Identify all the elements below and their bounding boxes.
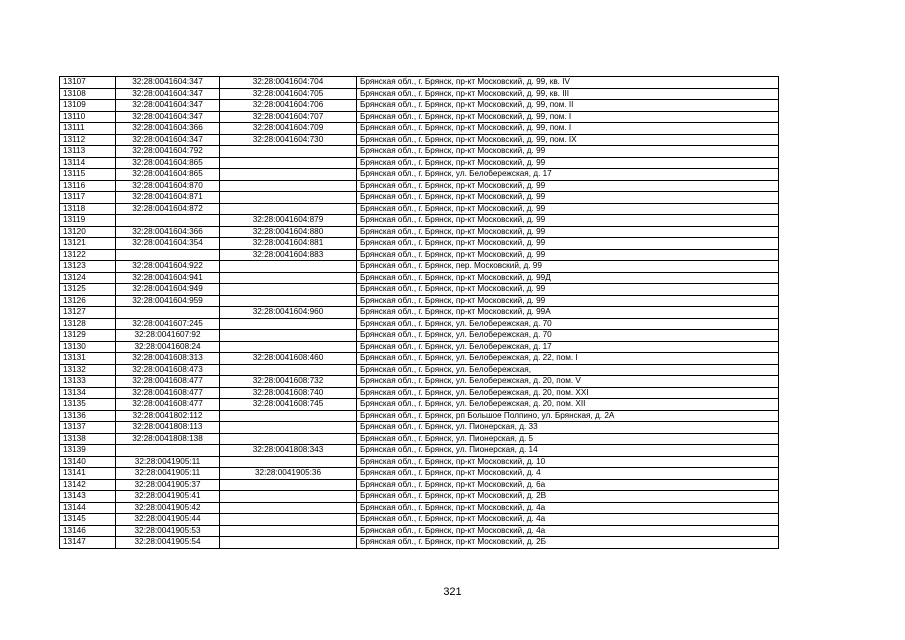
address-cell: Брянская обл., г. Брянск, пр-кт Московский, д. 99 bbox=[357, 295, 779, 307]
address-cell: Брянская обл., г. Брянск, пр-кт Московский, д. 2В bbox=[357, 491, 779, 503]
object-cadastral-number-cell: 32:28:0041604:706 bbox=[220, 100, 357, 112]
object-cadastral-number-cell bbox=[220, 502, 357, 514]
row-number-cell: 13145 bbox=[60, 514, 116, 526]
table-row bbox=[60, 169, 779, 181]
row-number-cell: 13147 bbox=[60, 537, 116, 549]
parcel-cadastral-number-cell: 32:28:0041604:792 bbox=[116, 146, 220, 158]
row-number-cell: 13134 bbox=[60, 387, 116, 399]
row-number-cell: 13108 bbox=[60, 88, 116, 100]
parcel-cadastral-number-cell: 32:28:0041905:44 bbox=[116, 514, 220, 526]
address-cell: Брянская обл., г. Брянск, пр-кт Московский, д. 99 bbox=[357, 249, 779, 261]
parcel-cadastral-number-cell: 32:28:0041905:54 bbox=[116, 537, 220, 549]
object-cadastral-number-cell: 32:28:0041604:704 bbox=[220, 77, 357, 89]
address-cell: Брянская обл., г. Брянск, пр-кт Московский, д. 2Б bbox=[357, 537, 779, 549]
parcel-cadastral-number-cell: 32:28:0041607:92 bbox=[116, 330, 220, 342]
parcel-cadastral-number-cell: 32:28:0041604:871 bbox=[116, 192, 220, 204]
address-cell: Брянская обл., г. Брянск, ул. Белобережская, bbox=[357, 364, 779, 376]
parcel-cadastral-number-cell: 32:28:0041808:113 bbox=[116, 422, 220, 434]
address-cell: Брянская обл., г. Брянск, ул. Белобережская, д. 17 bbox=[357, 341, 779, 353]
table-row bbox=[60, 445, 779, 457]
table-row bbox=[60, 468, 779, 480]
address-cell: Брянская обл., г. Брянск, ул. Белобережская, д. 70 bbox=[357, 318, 779, 330]
address-cell: Брянская обл., г. Брянск, ул. Белобережская, д. 20, пом. XII bbox=[357, 399, 779, 411]
table-row bbox=[60, 376, 779, 388]
row-number-cell: 13110 bbox=[60, 111, 116, 123]
table-row bbox=[60, 479, 779, 491]
row-number-cell: 13115 bbox=[60, 169, 116, 181]
row-number-cell: 13125 bbox=[60, 284, 116, 296]
object-cadastral-number-cell bbox=[220, 456, 357, 468]
address-cell: Брянская обл., г. Брянск, пр-кт Московский, д. 99, пом. IX bbox=[357, 134, 779, 146]
row-number-cell: 13146 bbox=[60, 525, 116, 537]
parcel-cadastral-number-cell: 32:28:0041604:922 bbox=[116, 261, 220, 273]
parcel-cadastral-number-cell: 32:28:0041905:37 bbox=[116, 479, 220, 491]
object-cadastral-number-cell bbox=[220, 157, 357, 169]
parcel-cadastral-number-cell: 32:28:0041604:865 bbox=[116, 169, 220, 181]
row-number-cell: 13112 bbox=[60, 134, 116, 146]
address-cell: Брянская обл., г. Брянск, пр-кт Московский, д. 99 bbox=[357, 226, 779, 238]
row-number-cell: 13137 bbox=[60, 422, 116, 434]
parcel-cadastral-number-cell: 32:28:0041604:870 bbox=[116, 180, 220, 192]
table-row bbox=[60, 341, 779, 353]
table-row bbox=[60, 111, 779, 123]
object-cadastral-number-cell: 32:28:0041608:745 bbox=[220, 399, 357, 411]
address-cell: Брянская обл., г. Брянск, пр-кт Московский, д. 99Д bbox=[357, 272, 779, 284]
object-cadastral-number-cell bbox=[220, 479, 357, 491]
object-cadastral-number-cell: 32:28:0041604:879 bbox=[220, 215, 357, 227]
row-number-cell: 13121 bbox=[60, 238, 116, 250]
object-cadastral-number-cell bbox=[220, 364, 357, 376]
object-cadastral-number-cell bbox=[220, 525, 357, 537]
parcel-cadastral-number-cell: 32:28:0041604:347 bbox=[116, 100, 220, 112]
row-number-cell: 13107 bbox=[60, 77, 116, 89]
parcel-cadastral-number-cell: 32:28:0041905:11 bbox=[116, 468, 220, 480]
object-cadastral-number-cell: 32:28:0041608:740 bbox=[220, 387, 357, 399]
row-number-cell: 13119 bbox=[60, 215, 116, 227]
table-row bbox=[60, 146, 779, 158]
object-cadastral-number-cell: 32:28:0041604:705 bbox=[220, 88, 357, 100]
address-cell: Брянская обл., г. Брянск, пр-кт Московский, д. 99, пом. I bbox=[357, 111, 779, 123]
row-number-cell: 13136 bbox=[60, 410, 116, 422]
address-cell: Брянская обл., г. Брянск, пр-кт Московский, д. 4 bbox=[357, 468, 779, 480]
row-number-cell: 13127 bbox=[60, 307, 116, 319]
row-number-cell: 13122 bbox=[60, 249, 116, 261]
parcel-cadastral-number-cell: 32:28:0041604:347 bbox=[116, 111, 220, 123]
row-number-cell: 13130 bbox=[60, 341, 116, 353]
table-row bbox=[60, 157, 779, 169]
row-number-cell: 13131 bbox=[60, 353, 116, 365]
parcel-cadastral-number-cell: 32:28:0041608:477 bbox=[116, 387, 220, 399]
address-cell: Брянская обл., г. Брянск, ул. Пионерская, д. 14 bbox=[357, 445, 779, 457]
table-row bbox=[60, 272, 779, 284]
address-cell: Брянская обл., г. Брянск, пр-кт Московский, д. 99, кв. IV bbox=[357, 77, 779, 89]
table-row bbox=[60, 422, 779, 434]
registry-table bbox=[59, 76, 779, 549]
parcel-cadastral-number-cell: 32:28:0041608:477 bbox=[116, 399, 220, 411]
address-cell: Брянская обл., г. Брянск, рп Большое Полпино, ул. Брянская, д. 2А bbox=[357, 410, 779, 422]
address-cell: Брянская обл., г. Брянск, пр-кт Московский, д. 99 bbox=[357, 180, 779, 192]
parcel-cadastral-number-cell: 32:28:0041604:959 bbox=[116, 295, 220, 307]
address-cell: Брянская обл., г. Брянск, пр-кт Московский, д. 99 bbox=[357, 146, 779, 158]
address-cell: Брянская обл., г. Брянск, пер. Московский, д. 99 bbox=[357, 261, 779, 273]
row-number-cell: 13138 bbox=[60, 433, 116, 445]
object-cadastral-number-cell bbox=[220, 180, 357, 192]
object-cadastral-number-cell bbox=[220, 261, 357, 273]
parcel-cadastral-number-cell: 32:28:0041604:366 bbox=[116, 226, 220, 238]
address-cell: Брянская обл., г. Брянск, ул. Белобережская, д. 17 bbox=[357, 169, 779, 181]
object-cadastral-number-cell bbox=[220, 272, 357, 284]
object-cadastral-number-cell: 32:28:0041604:709 bbox=[220, 123, 357, 135]
address-cell: Брянская обл., г. Брянск, ул. Пионерская, д. 5 bbox=[357, 433, 779, 445]
object-cadastral-number-cell: 32:28:0041604:880 bbox=[220, 226, 357, 238]
table-row bbox=[60, 456, 779, 468]
parcel-cadastral-number-cell: 32:28:0041802:112 bbox=[116, 410, 220, 422]
address-cell: Брянская обл., г. Брянск, ул. Белобережская, д. 20, пом. XXI bbox=[357, 387, 779, 399]
parcel-cadastral-number-cell: 32:28:0041608:473 bbox=[116, 364, 220, 376]
address-cell: Брянская обл., г. Брянск, пр-кт Московский, д. 99 bbox=[357, 203, 779, 215]
parcel-cadastral-number-cell: 32:28:0041608:477 bbox=[116, 376, 220, 388]
parcel-cadastral-number-cell: 32:28:0041905:42 bbox=[116, 502, 220, 514]
row-number-cell: 13141 bbox=[60, 468, 116, 480]
row-number-cell: 13126 bbox=[60, 295, 116, 307]
parcel-cadastral-number-cell: 32:28:0041604:354 bbox=[116, 238, 220, 250]
table-row bbox=[60, 192, 779, 204]
row-number-cell: 13129 bbox=[60, 330, 116, 342]
object-cadastral-number-cell: 32:28:0041604:960 bbox=[220, 307, 357, 319]
object-cadastral-number-cell: 32:28:0041604:707 bbox=[220, 111, 357, 123]
table-row bbox=[60, 123, 779, 135]
object-cadastral-number-cell bbox=[220, 330, 357, 342]
page-number: 321 bbox=[443, 586, 462, 598]
table-row bbox=[60, 353, 779, 365]
address-cell: Брянская обл., г. Брянск, пр-кт Московский, д. 99, пом. I bbox=[357, 123, 779, 135]
object-cadastral-number-cell bbox=[220, 433, 357, 445]
address-cell: Брянская обл., г. Брянск, пр-кт Московский, д. 99 bbox=[357, 284, 779, 296]
row-number-cell: 13109 bbox=[60, 100, 116, 112]
table-row bbox=[60, 410, 779, 422]
row-number-cell: 13142 bbox=[60, 479, 116, 491]
parcel-cadastral-number-cell: 32:28:0041808:138 bbox=[116, 433, 220, 445]
object-cadastral-number-cell bbox=[220, 341, 357, 353]
object-cadastral-number-cell bbox=[220, 537, 357, 549]
row-number-cell: 13117 bbox=[60, 192, 116, 204]
row-number-cell: 13123 bbox=[60, 261, 116, 273]
table-row bbox=[60, 88, 779, 100]
parcel-cadastral-number-cell: 32:28:0041604:347 bbox=[116, 134, 220, 146]
table-row bbox=[60, 330, 779, 342]
table-row bbox=[60, 387, 779, 399]
row-number-cell: 13111 bbox=[60, 123, 116, 135]
row-number-cell: 13135 bbox=[60, 399, 116, 411]
table-row bbox=[60, 502, 779, 514]
object-cadastral-number-cell bbox=[220, 169, 357, 181]
row-number-cell: 13132 bbox=[60, 364, 116, 376]
address-cell: Брянская обл., г. Брянск, пр-кт Московский, д. 4а bbox=[357, 514, 779, 526]
table-row bbox=[60, 295, 779, 307]
row-number-cell: 13114 bbox=[60, 157, 116, 169]
object-cadastral-number-cell bbox=[220, 203, 357, 215]
parcel-cadastral-number-cell: 32:28:0041905:41 bbox=[116, 491, 220, 503]
table-row bbox=[60, 284, 779, 296]
parcel-cadastral-number-cell bbox=[116, 215, 220, 227]
table-row bbox=[60, 318, 779, 330]
table-row bbox=[60, 537, 779, 549]
row-number-cell: 13133 bbox=[60, 376, 116, 388]
object-cadastral-number-cell bbox=[220, 514, 357, 526]
parcel-cadastral-number-cell: 32:28:0041905:11 bbox=[116, 456, 220, 468]
object-cadastral-number-cell bbox=[220, 192, 357, 204]
parcel-cadastral-number-cell: 32:28:0041604:872 bbox=[116, 203, 220, 215]
parcel-cadastral-number-cell: 32:28:0041604:347 bbox=[116, 77, 220, 89]
object-cadastral-number-cell bbox=[220, 491, 357, 503]
address-cell: Брянская обл., г. Брянск, пр-кт Московский, д. 4а bbox=[357, 502, 779, 514]
object-cadastral-number-cell bbox=[220, 146, 357, 158]
address-cell: Брянская обл., г. Брянск, пр-кт Московский, д. 99 bbox=[357, 157, 779, 169]
address-cell: Брянская обл., г. Брянск, пр-кт Московский, д. 99 bbox=[357, 192, 779, 204]
row-number-cell: 13120 bbox=[60, 226, 116, 238]
object-cadastral-number-cell: 32:28:0041905:36 bbox=[220, 468, 357, 480]
object-cadastral-number-cell: 32:28:0041608:732 bbox=[220, 376, 357, 388]
address-cell: Брянская обл., г. Брянск, пр-кт Московский, д. 99, кв. III bbox=[357, 88, 779, 100]
parcel-cadastral-number-cell: 32:28:0041604:347 bbox=[116, 88, 220, 100]
address-cell: Брянская обл., г. Брянск, ул. Пионерская, д. 33 bbox=[357, 422, 779, 434]
table-row bbox=[60, 261, 779, 273]
object-cadastral-number-cell bbox=[220, 284, 357, 296]
parcel-cadastral-number-cell: 32:28:0041905:53 bbox=[116, 525, 220, 537]
address-cell: Брянская обл., г. Брянск, пр-кт Московский, д. 99 bbox=[357, 238, 779, 250]
parcel-cadastral-number-cell: 32:28:0041604:949 bbox=[116, 284, 220, 296]
table-row bbox=[60, 134, 779, 146]
row-number-cell: 13128 bbox=[60, 318, 116, 330]
object-cadastral-number-cell bbox=[220, 318, 357, 330]
row-number-cell: 13124 bbox=[60, 272, 116, 284]
table-row bbox=[60, 203, 779, 215]
table-row bbox=[60, 249, 779, 261]
address-cell: Брянская обл., г. Брянск, ул. Белобережская, д. 22, пом. I bbox=[357, 353, 779, 365]
row-number-cell: 13140 bbox=[60, 456, 116, 468]
object-cadastral-number-cell: 32:28:0041604:881 bbox=[220, 238, 357, 250]
table-row bbox=[60, 364, 779, 376]
object-cadastral-number-cell bbox=[220, 410, 357, 422]
address-cell: Брянская обл., г. Брянск, пр-кт Московский, д. 99А bbox=[357, 307, 779, 319]
table-row bbox=[60, 238, 779, 250]
table-row bbox=[60, 491, 779, 503]
object-cadastral-number-cell bbox=[220, 422, 357, 434]
address-cell: Брянская обл., г. Брянск, пр-кт Московский, д. 6а bbox=[357, 479, 779, 491]
parcel-cadastral-number-cell bbox=[116, 249, 220, 261]
table-row bbox=[60, 180, 779, 192]
row-number-cell: 13143 bbox=[60, 491, 116, 503]
table-row bbox=[60, 307, 779, 319]
parcel-cadastral-number-cell: 32:28:0041604:941 bbox=[116, 272, 220, 284]
row-number-cell: 13144 bbox=[60, 502, 116, 514]
row-number-cell: 13118 bbox=[60, 203, 116, 215]
parcel-cadastral-number-cell: 32:28:0041608:24 bbox=[116, 341, 220, 353]
object-cadastral-number-cell: 32:28:0041604:730 bbox=[220, 134, 357, 146]
object-cadastral-number-cell bbox=[220, 295, 357, 307]
row-number-cell: 13139 bbox=[60, 445, 116, 457]
parcel-cadastral-number-cell: 32:28:0041604:366 bbox=[116, 123, 220, 135]
parcel-cadastral-number-cell: 32:28:0041608:313 bbox=[116, 353, 220, 365]
object-cadastral-number-cell: 32:28:0041604:883 bbox=[220, 249, 357, 261]
address-cell: Брянская обл., г. Брянск, пр-кт Московский, д. 4а bbox=[357, 525, 779, 537]
address-cell: Брянская обл., г. Брянск, пр-кт Московский, д. 99, пом. II bbox=[357, 100, 779, 112]
table-row bbox=[60, 433, 779, 445]
table-row bbox=[60, 399, 779, 411]
table-row bbox=[60, 514, 779, 526]
parcel-cadastral-number-cell bbox=[116, 445, 220, 457]
table-row bbox=[60, 100, 779, 112]
table-row bbox=[60, 77, 779, 89]
address-cell: Брянская обл., г. Брянск, пр-кт Московский, д. 99 bbox=[357, 215, 779, 227]
row-number-cell: 13113 bbox=[60, 146, 116, 158]
address-cell: Брянская обл., г. Брянск, ул. Белобережская, д. 70 bbox=[357, 330, 779, 342]
parcel-cadastral-number-cell: 32:28:0041604:865 bbox=[116, 157, 220, 169]
object-cadastral-number-cell: 32:28:0041608:460 bbox=[220, 353, 357, 365]
table-row bbox=[60, 525, 779, 537]
parcel-cadastral-number-cell bbox=[116, 307, 220, 319]
object-cadastral-number-cell: 32:28:0041808:343 bbox=[220, 445, 357, 457]
address-cell: Брянская обл., г. Брянск, пр-кт Московский, д. 10 bbox=[357, 456, 779, 468]
table-row bbox=[60, 215, 779, 227]
row-number-cell: 13116 bbox=[60, 180, 116, 192]
address-cell: Брянская обл., г. Брянск, ул. Белобережская, д. 20, пом. V bbox=[357, 376, 779, 388]
registry-table-body bbox=[60, 77, 779, 549]
table-row bbox=[60, 226, 779, 238]
parcel-cadastral-number-cell: 32:28:0041607:245 bbox=[116, 318, 220, 330]
